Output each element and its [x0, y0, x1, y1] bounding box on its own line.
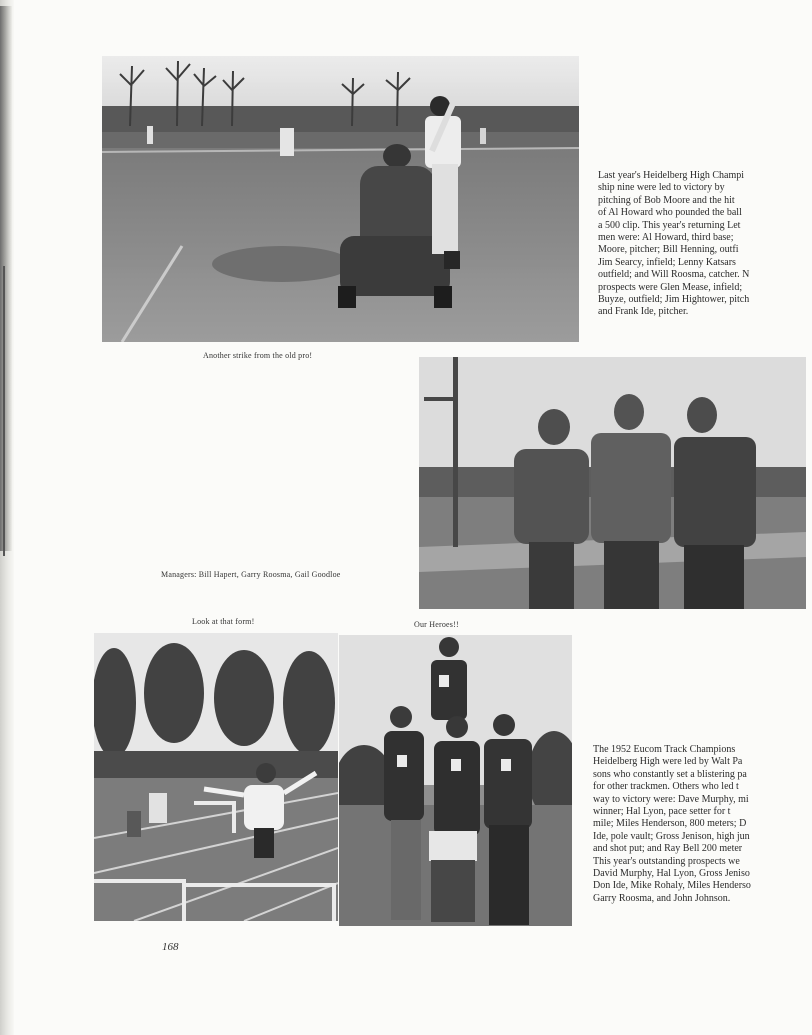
text-line: mile; Miles Henderson, 800 meters; D [593, 818, 747, 830]
text-line: Moore, pitcher; Bill Henning, outfi [598, 244, 739, 256]
text-line: men were: Al Howard, third base; [598, 231, 734, 243]
text-line: The 1952 Eucom Track Champions [593, 744, 736, 755]
text-line: Garry Roosma, and John Johnson. [593, 892, 731, 904]
page-number: 168 [162, 941, 179, 953]
text-line: of Al Howard who pounded the ball [598, 207, 742, 219]
text-line: ship nine were led to victory by [598, 182, 725, 194]
text-line: sons who constantly set a blistering pa [593, 768, 747, 780]
text-line: for other trackmen. Others who led t [593, 781, 739, 793]
adjacent-page-strip [0, 6, 12, 551]
text-line: Jim Searcy, infield; Lenny Katsars [598, 256, 736, 268]
managers-photo [419, 357, 806, 609]
text-line: Buyze, outfield; Jim Hightower, pitch [598, 293, 750, 305]
baseball-photo [102, 56, 579, 342]
text-line: Don Ide, Mike Rohaly, Miles Henderso [593, 880, 751, 892]
heroes-caption: Our Heroes!! [414, 620, 459, 629]
text-line: a 500 clip. This year's returning Let [598, 219, 741, 231]
baseball-caption: Another strike from the old pro! [203, 351, 313, 360]
hurdle-caption: Look at that form! [192, 617, 255, 626]
text-line: winner; Hal Lyon, pace setter for t [593, 805, 731, 817]
text-line: way to victory were: Dave Murphy, mi [593, 793, 749, 805]
baseball-article-text [598, 170, 808, 345]
text-line: outfield; and Will Roosma, catcher. N [598, 269, 750, 281]
track-article-text [593, 744, 808, 934]
text-line: Ide, pole vault; Gross Jenison, high jun [593, 830, 750, 842]
text-line: This year's outstanding prospects we [593, 855, 740, 867]
text-line: Last year's Heidelberg High Champi [598, 170, 745, 181]
text-line: Heidelberg High were led by Walt Pa [593, 756, 743, 768]
text-line: prospects were Glen Mease, infield; [598, 281, 743, 293]
hurdle-photo [94, 633, 338, 921]
text-line: David Murphy, Hal Lyon, Gross Jeniso [593, 867, 750, 879]
text-line: and Frank Ide, pitcher. [598, 306, 689, 318]
text-line: and shot put; and Ray Bell 200 meter [593, 843, 743, 855]
managers-caption: Managers: Bill Hapert, Garry Roosma, Gail Goodloe [161, 570, 341, 579]
text-line: pitching of Bob Moore and the hit [598, 194, 735, 206]
heroes-photo [339, 635, 572, 926]
